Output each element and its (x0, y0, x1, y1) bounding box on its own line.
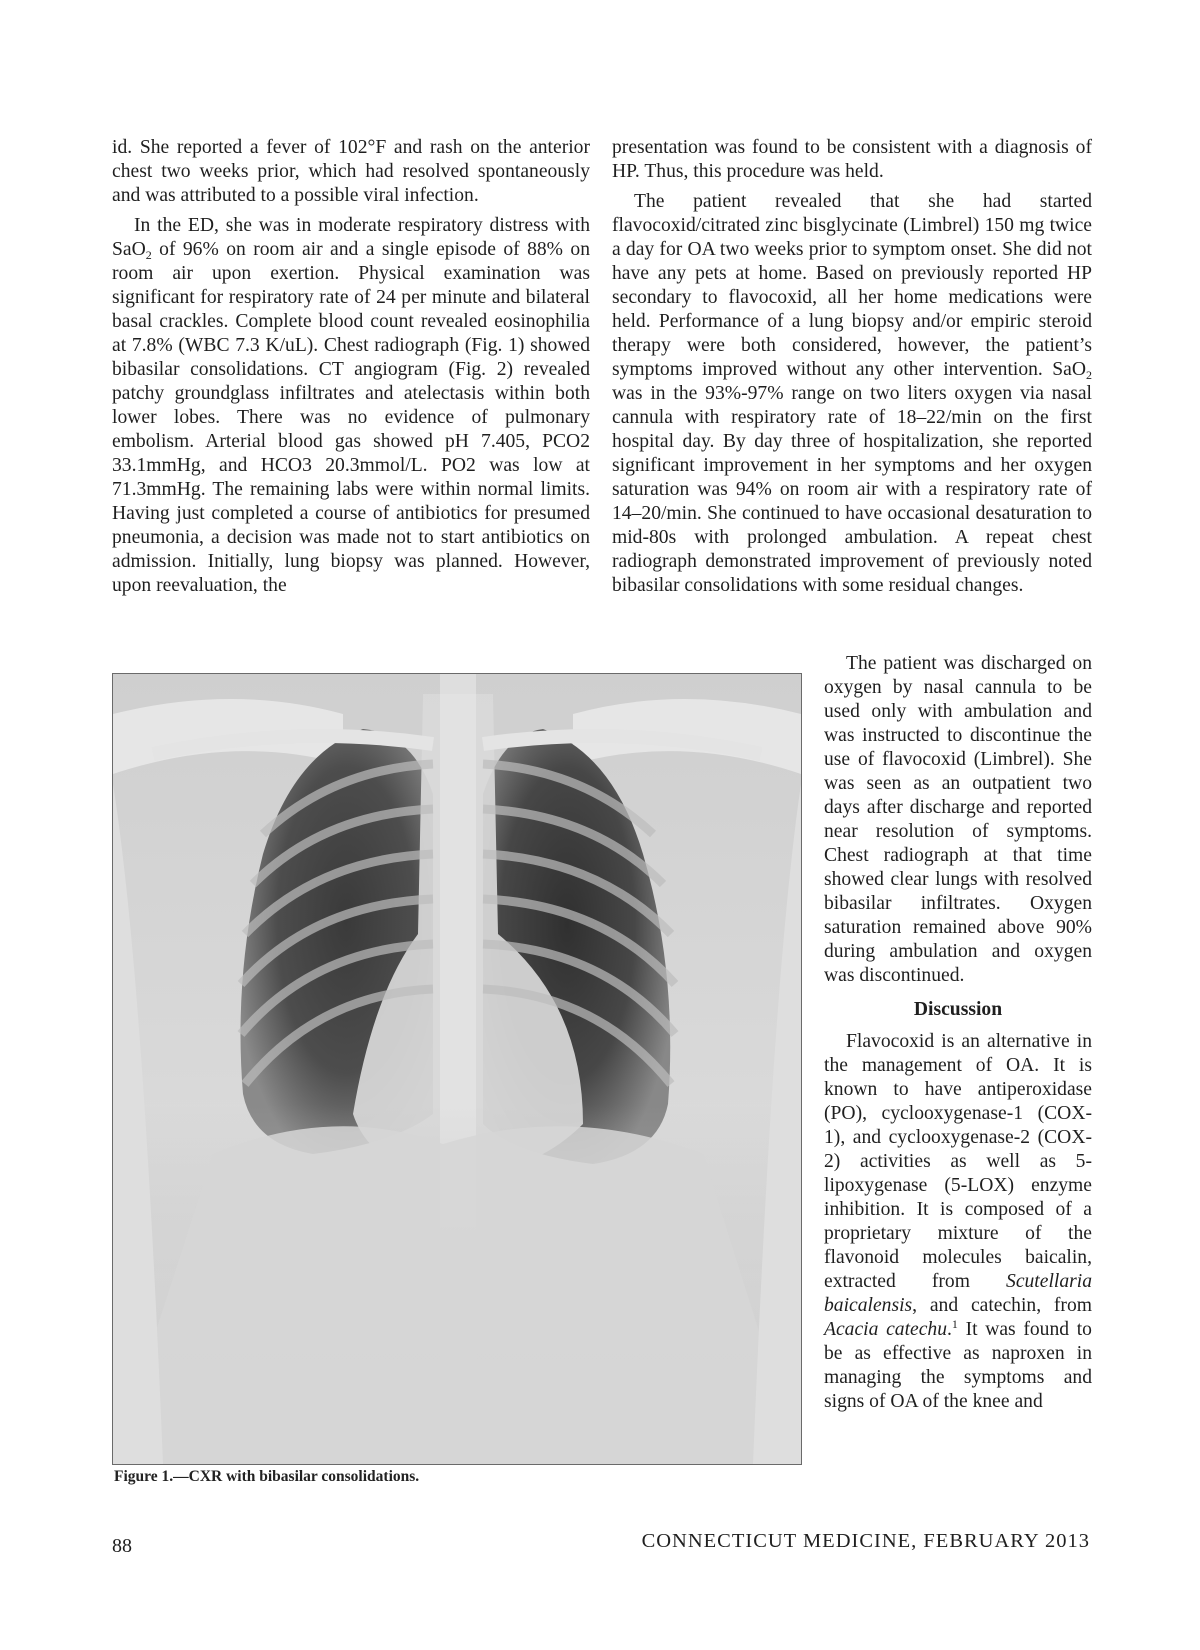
paragraph: The patient was discharged on oxygen by nasal cannula to be used only with ambulation and was instructed to discontinue the use of flavocoxid (Limbrel). She was seen as an outpatient two days after discharge and reported near resolution of symptoms. Chest radiograph at that time showed clear lungs with resolved bibasilar infiltrates. Oxygen saturation remained above 90% during ambulation and oxygen was discontinued. (824, 653, 1092, 986)
paragraph (824, 1030, 1092, 1414)
journal-footer: CONNECTICUT MEDICINE, FEBRUARY 2013 (641, 1530, 1090, 1552)
figure-caption: Figure 1.—CXR with bibasilar consolidations. (114, 1468, 420, 1485)
subscript: 2 (1086, 368, 1092, 382)
chest-xray-figure (112, 673, 802, 1465)
text-run: It was found to be as effective as naproxen in managing the symptoms and signs of OA of the knee and (824, 1319, 1092, 1412)
italic-species-name: Acacia catechu (824, 1319, 947, 1340)
page-number: 88 (112, 1535, 132, 1557)
text-run: of 96% on room air and a single episode of 88% on room air upon exertion. Physical examination was significant for respiratory rate of 24 per minute and bilateral basal crackles. Complete blood count revealed eosinophilia at 7.8% (WBC 7.3 K/uL). Chest radiograph (Fig. 1) showed bibasilar consolidations. CT angiogram (Fig. 2) revealed patchy groundglass infiltrates and atelectasis within both lower lobes. There was no evidence of pulmonary embolism. Arterial blood gas showed pH 7.405, PCO2 33.1mmHg, and HCO3 20.3mmol/L. PO2 was low at 71.3mmHg. The remaining labs were within normal limits. Having just completed a course of antibiotics for presumed pneumonia, a decision was made not to start antibiotics on admission. Initially, lung biopsy was planned. However, upon reevaluation, the (112, 239, 590, 596)
text-run: In the ED, she was in moderate respiratory distress with SaO (112, 215, 590, 260)
right-text-column (612, 136, 1092, 598)
left-text-column (112, 136, 590, 598)
text-run: . (947, 1319, 952, 1340)
paragraph (612, 190, 1092, 598)
right-narrow-column (824, 652, 1092, 1414)
italic-species-name: Scutellaria baicalensis (824, 1271, 1092, 1316)
citation-superscript: 1 (951, 1317, 958, 1331)
paragraph: presentation was found to be consistent with a diagnosis of HP. Thus, this procedure was held. (612, 137, 1092, 182)
subscript: 2 (145, 248, 152, 262)
chest-xray-image (113, 674, 801, 1464)
text-run: was in the 93%-97% range on two liters oxygen via nasal cannula with respiratory rate of 18–22/min on the first hospital day. By day three of hospitalization, she reported significant improvement in her symptoms and her oxygen saturation was 94% on room air with a respiratory rate of 14–20/min. She continued to have occasional desaturation to mid-80s with prolonged ambulation. A repeat chest radiograph demonstrated improvement of previously noted bibasilar consolidations with some residual changes. (612, 383, 1092, 596)
text-run: The patient revealed that she had started flavocoxid/citrated zinc bisglycinate (Limbrel) 150 mg twice a day for OA two weeks prior to symptom onset. She did not have any pets at home. Based on previously reported HP secondary to flavocoxid, all her home medications were held. Performance of a lung biopsy and/or empiric steroid therapy were both considered, however, the patient’s symptoms improved without any other intervention. SaO (612, 191, 1092, 380)
section-heading: Discussion (913, 999, 1003, 1020)
paragraph (112, 214, 590, 598)
text-run: , and catechin, from (912, 1295, 1092, 1316)
paragraph: id. She reported a fever of 102°F and rash on the anterior chest two weeks prior, which had resolved spontaneously and was attributed to a possible viral infection. (112, 137, 590, 206)
text-run: Flavocoxid is an alternative in the management of OA. It is known to have antiperoxidase (PO), cyclooxygenase-1 (COX-1), and cyclooxygenase-2 (COX-2) activities as well as 5-lipoxygenase (5-LOX) enzyme inhibition. It is composed of a proprietary mixture of the flavonoid molecules baicalin, extracted from (824, 1031, 1092, 1292)
